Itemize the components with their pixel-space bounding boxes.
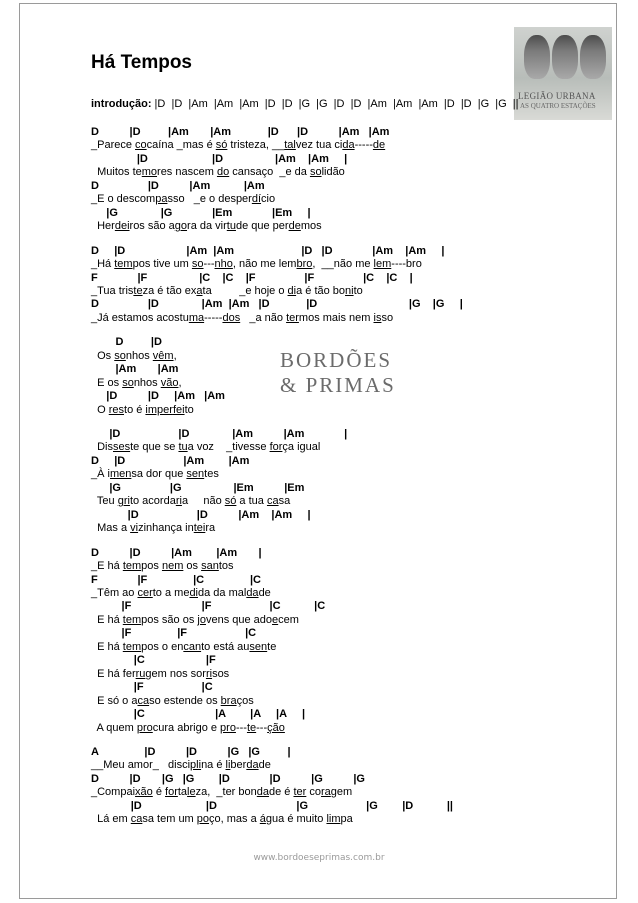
lyric-text: _À i [91,468,110,481]
lyric-text: ta [177,786,188,799]
lyric-line [91,695,254,708]
chord-line: |Am |Am [91,363,179,376]
lyric-text: E os [91,376,123,389]
lyric-text: E há [91,640,123,653]
stressed-syllable: sen [186,468,205,481]
lyric-text: os [183,560,202,572]
lyric-text: to a me [152,586,190,599]
lyric-text: sa dor que [131,468,187,481]
lyric-text: lidão [321,166,345,179]
stressed-syllable: e [272,613,279,626]
lyric-text: sa [278,495,291,508]
lyric-text: --- [235,721,247,734]
stressed-syllable: da [246,586,259,599]
stressed-syllable: xão [135,786,153,799]
lyric-text: , não me lem [232,258,297,270]
lyric-text: caína _mas é [146,139,216,152]
lyric-text: ço, mas a [209,813,260,826]
lyric-text: ----- [354,139,373,152]
chord-line: D |D |Am |Am |D |D |G |G | [91,298,463,311]
chord-line: F |F |C |C [91,573,261,586]
lyric-text: te que se [130,441,179,454]
stressed-syllable: sen [249,640,268,653]
lyric-text: tos [218,560,234,572]
lyric-text: nhos [133,376,161,389]
lyric-text: O [91,403,109,416]
stressed-syllable: ca [137,694,150,707]
stressed-syllable: vêm [152,349,174,362]
stressed-syllable: nem [161,560,184,572]
chord-line: |D |D |Am |Am [91,390,225,403]
intro-label: introdução: [91,98,152,110]
lyric-line [91,258,422,271]
stressed-syllable: te [246,721,257,734]
lyric-text: te [267,640,277,653]
chord-line: |C |F [91,654,216,667]
chord-line: |D |D |Am |Am | [91,428,348,440]
lyric-line [91,220,322,233]
stressed-syllable: gri [117,495,130,508]
stressed-syllable: so [114,349,126,362]
lyric-text: a tua [236,495,267,508]
lyric-text: to está au [201,640,250,653]
logo-line-1: BORDÕES [280,348,393,372]
lyric-text: pa [340,813,353,826]
lyric-text: E só o a [91,694,138,707]
stressed-syllable: ter [293,786,307,799]
lyric-line [91,312,393,325]
stressed-syllable: ri [205,667,213,680]
lyric-text: __Meu amor_ disci [91,759,191,772]
lyric-text: cio [261,193,276,206]
lyric-line [91,166,345,179]
chord-line: |C |A |A |A | [91,708,306,720]
lyric-line [91,468,219,481]
lyric-line [91,285,363,298]
lyric-text: pos o en [141,640,184,653]
chord-line: D |D |G |G |D |D |G |G [91,772,365,785]
stressed-syllable: bra [220,694,237,707]
stressed-syllable: res [108,403,125,416]
lyric-text: _a não [240,311,287,324]
lyric-text: , [178,376,182,389]
stressed-syllable: po [196,813,210,826]
stressed-syllable: tei [193,522,206,535]
stressed-syllable: tem [122,560,142,572]
lyric-text: to acorda [129,495,176,508]
chord-line: F |F |C |C |F |F |C |C | [91,271,413,284]
lyric-line [91,404,194,417]
lyric-text: za, _ter bon [195,786,257,799]
lyric-text: _Têm ao [91,586,138,599]
stressed-syllable: pa [155,193,168,206]
stressed-syllable: tu [226,220,236,233]
lyric-line [91,813,353,826]
chord-line: |G |G |Em |Em [91,481,305,494]
lyric-text: _E o descom [91,193,156,206]
lyric-text: da da mal [198,586,247,599]
lyric-text: so estende os [149,694,221,707]
lyric-line [91,587,271,600]
lyric-text: ços [236,694,254,707]
chord-line: D |D |Am |Am | [91,546,262,559]
lyric-text: ra [205,522,216,535]
stressed-syllable: vi [130,522,139,535]
lyric-text: mos [300,220,322,233]
stressed-syllable: co [135,139,147,152]
chord-line: D |D |Am |Am |D |D |Am |Am [91,126,390,138]
stressed-syllable: de [372,139,386,152]
stressed-syllable: da [246,759,259,772]
lyric-text: cansaço _e da [229,166,310,179]
lyric-text: mos mais nem [298,311,374,324]
stressed-syllable: pli [190,759,202,772]
lyric-text: gem nos sor [145,667,206,680]
stressed-syllable: tem [114,258,133,270]
lyric-text: de é [269,786,294,799]
stressed-syllable: so [191,258,204,270]
lyric-text: a voz _tivesse [187,441,270,454]
stressed-syllable: dí [251,193,262,206]
lyric-text: res nascem [157,166,217,179]
lyric-text: sso _e o desper [167,193,252,206]
lyric-line [91,560,234,573]
stressed-syllable: ni [345,284,354,297]
stressed-syllable: da [342,139,355,152]
stressed-syllable: bro [296,258,313,270]
lyric-text: é [152,786,166,799]
lyric-text: pos [141,560,162,572]
stressed-syllable: dos [222,311,241,324]
stressed-syllable: li [225,759,231,772]
lyric-text: ----- [204,311,223,324]
chord-line: D |D |Am |Am |D |D |Am |Am | [91,244,445,257]
lyric-text: , __não me [312,258,374,270]
chord-line: |D |D |G |G |D || [91,799,453,812]
lyric-text: a não [181,495,225,508]
stressed-syllable: á [259,813,266,826]
intro-line [91,98,519,110]
lyric-text: _Compai [91,786,136,799]
chord-line: A |D |D |G |G | [91,745,291,758]
stressed-syllable: for [165,786,178,799]
stressed-syllable: ter [286,311,299,324]
stressed-syllable: ru [135,667,146,680]
lyric-text: cem [278,613,299,626]
band-member-photo [580,35,606,79]
lyric-text: A quem [91,721,137,734]
album-title: AS QUATRO ESTAÇÕES [520,102,596,110]
chord-line: |F |F |C [91,627,257,640]
lyric-text: de [258,759,271,772]
lyric-line [91,350,177,363]
band-member-photo [524,35,550,79]
lyric-line [91,722,285,735]
lyric-text: na é [201,759,226,772]
lyric-text: de [258,586,271,599]
lyric-text: ber [230,759,247,772]
lyric-text: pos tive um [132,258,192,270]
lyric-line [91,193,275,206]
lyric-text: a é tão bo [296,284,346,297]
stressed-syllable: ção [267,721,285,734]
chord-line: |F |C [91,681,213,694]
lyric-text: zinhança in [138,522,194,535]
lyric-text: E há [91,613,123,626]
intro-chords: |D |D |Am |Am |Am |D |D |G |G |D |D |Am |Am |Am |D |D |G |G || [151,98,519,110]
stressed-syllable: mo [141,166,158,179]
lyric-line [91,441,320,454]
lyric-text: cura abrigo e [152,721,221,734]
lyric-text: sa tem um [142,813,197,826]
lyric-text: tristeza, __ [227,139,285,152]
lyric-text: --- [203,258,215,270]
stressed-syllable: fei [172,403,185,416]
stressed-syllable: pro [220,721,236,734]
stressed-syllable: tu [178,441,188,454]
lyric-line [91,377,182,390]
lyric-text: so [381,311,394,324]
stressed-syllable: lem [373,258,392,270]
lyric-line [91,495,290,508]
lyric-text: ça igual [282,441,321,454]
stressed-syllable: ri [175,495,182,508]
stressed-syllable: so [122,376,134,389]
lyric-text: Muitos te [91,166,142,179]
lyric-text: to [184,403,194,416]
stressed-syllable: can [183,640,202,653]
footer-url: www.bordoeseprimas.com.br [253,853,385,863]
stressed-syllable: da [256,786,270,799]
lyric-text: za é tão ex [142,284,197,297]
chord-line: D |D |Am |Am [91,454,250,467]
lyric-line [91,759,271,772]
stressed-syllable: ses [113,441,131,454]
lyric-text: Mas a [91,522,131,535]
chord-line: |D |D |Am |Am | [91,152,348,165]
stressed-syllable: de [288,220,301,233]
logo-line-2: & PRIMAS [280,373,396,397]
lyric-text: gua é muito [265,813,327,826]
album-band-name: LEGIÃO URBANA [518,91,596,101]
lyric-text: Dis [91,441,113,454]
chord-line: |D |D |Am |Am | [91,508,311,521]
lyric-text: E há fer [91,667,136,680]
lyric-text: Teu [91,495,118,508]
lyric-text: ----bro [391,258,422,270]
lyric-text: to é [124,403,146,416]
lyric-text: vens que ado [205,613,273,626]
stressed-syllable: jo [197,613,206,626]
lyric-text: _Já estamos acostu [91,311,189,324]
chord-line: |G |G |Em |Em | [91,206,311,219]
stressed-syllable: só [224,495,237,508]
stressed-syllable: for [269,441,283,454]
lyric-text: tes [204,468,219,481]
stressed-syllable: ca [266,495,279,508]
stressed-syllable: ra [321,786,331,799]
lyric-text: _E há [91,560,123,572]
stressed-syllable: tal [284,139,296,152]
lyric-text: ra da vir [187,220,227,233]
lyric-text: co [306,786,322,799]
stressed-syllable: is [373,311,382,324]
bordoes-primas-logo [280,348,410,398]
stressed-syllable: tem [122,613,142,626]
lyric-line [91,614,299,627]
lyric-text: Her [91,220,115,233]
stressed-syllable: nho [214,258,233,270]
lyric-text: sos [212,667,230,680]
stressed-syllable: lim [326,813,341,826]
chord-line: D |D |Am |Am [91,179,265,192]
lyric-text: nhos [125,349,153,362]
album-cover [514,27,612,120]
stressed-syllable: san [201,560,219,572]
stressed-syllable: pro [136,721,153,734]
lyric-text: Lá em [91,813,131,826]
chord-line: D |D [91,336,162,349]
lyric-text: , [173,349,177,362]
stressed-syllable: vão [160,376,179,389]
stressed-syllable: ma [188,311,205,324]
lyric-text: _Parece [91,139,136,152]
stressed-syllable: só [215,139,228,152]
stressed-syllable: cer [137,586,153,599]
stressed-syllable: so [309,166,322,179]
lyric-text: to [353,284,363,297]
stressed-syllable: go [174,220,188,233]
chord-line: |F |F |C |C [91,600,326,613]
lyric-line [91,522,215,535]
lyric-text: de que per [235,220,289,233]
lyric-text: ta _e hoje o [202,284,288,297]
stressed-syllable: dei [114,220,130,233]
lyric-text: pos são os [141,613,198,626]
lyric-text: _Há [91,258,115,270]
stressed-syllable: le [187,786,196,799]
lyric-line [91,641,276,654]
stressed-syllable: a [196,284,203,297]
stressed-syllable: te [133,284,143,297]
stressed-syllable: di [287,284,297,297]
lyric-text: ros são a [129,220,175,233]
stressed-syllable: tem [122,640,142,653]
lyric-text: _Tua tris [91,284,134,297]
song-title: Há Tempos [91,52,193,73]
lyric-line [91,668,229,681]
stressed-syllable: ca [130,813,143,826]
stressed-syllable: men [109,468,132,481]
stressed-syllable: do [216,166,230,179]
stressed-syllable: imper [145,403,173,416]
lyric-line [91,786,352,799]
lyric-line [91,139,385,152]
stressed-syllable: di [189,586,198,599]
lyric-text: gem [330,786,353,799]
lyric-text: Os [91,349,115,362]
lyric-text: --- [256,721,268,734]
band-member-photo [552,35,578,79]
lyric-text: vez tua ci [295,139,343,152]
